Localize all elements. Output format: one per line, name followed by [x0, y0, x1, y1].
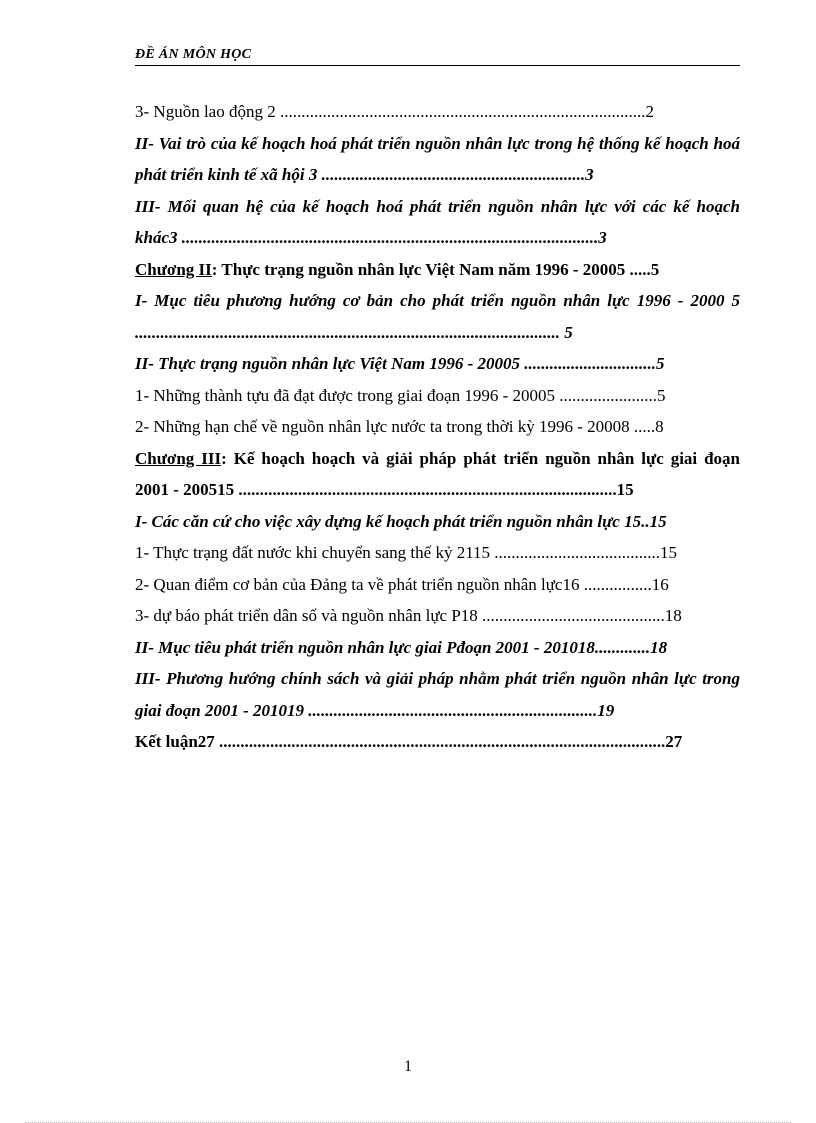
- table-of-contents: [135, 96, 740, 758]
- chapter-title: : Kế hoạch hoạch và giải pháp phát triển nguồn nhân lực giai đoạn 2001 - 200515 .........................................................................................15: [135, 448, 740, 499]
- toc-entry: II- Mục tiêu phát triển nguồn nhân lực giai Pđoạn 2001 - 201018.............18: [135, 637, 668, 657]
- toc-entry: 3- Nguồn lao động 2 ......................................................................................2: [135, 102, 654, 121]
- toc-entry: 3- dự báo phát triển dân số và nguồn nhân lực P18 ...........................................18: [135, 606, 682, 625]
- chapter-title: : Thực trạng nguồn nhân lực Việt Nam năm 1996 - 20005 .....5: [211, 259, 660, 279]
- toc-entry: 2- Những hạn chế về nguồn nhân lực nước ta trong thời kỳ 1996 - 20008 .....8: [135, 417, 664, 436]
- toc-entry: 1- Thực trạng đất nước khi chuyển sang thế kỷ 2115 .......................................15: [135, 543, 678, 562]
- page-number: 1: [404, 1058, 412, 1075]
- toc-entry: III- Phương hướng chính sách và giải pháp nhằm phát triển nguồn nhân lực trong giai đoạn 2001 - 201019 ....................................................................19: [135, 669, 740, 720]
- toc-entry: 1- Những thành tựu đã đạt được trong giai đoạn 1996 - 20005 .......................5: [135, 385, 666, 405]
- page-header: ĐỀ ÁN MÔN HỌC: [135, 47, 740, 66]
- toc-entry: 2- Quan điểm cơ bản của Đảng ta về phát triển nguồn nhân lực16 ................16: [135, 574, 669, 594]
- toc-entry: Kết luận27 .........................................................................................................27: [135, 732, 683, 751]
- toc-chapter-entry: [135, 443, 740, 506]
- toc-entry: I- Các căn cứ cho việc xây dựng kế hoạch phát triển nguồn nhân lực 15..15: [135, 511, 667, 531]
- toc-entry: I- Mục tiêu phương hướng cơ bản cho phát triển nguồn nhân lực 1996 - 2000 5 .................................................................................................... 5: [135, 291, 740, 342]
- toc-entry: II- Vai trò của kế hoạch hoá phát triển nguồn nhân lực trong hệ thống kế hoạch hoá phát triển kinh tế xã hội 3 ..............................................................3: [135, 133, 740, 184]
- toc-entry: III- Mối quan hệ của kế hoạch hoá phát triển nguồn nhân lực với các kế hoạch khác3 ..................................................................................................3: [135, 196, 740, 247]
- toc-entry: II- Thực trạng nguồn nhân lực Việt Nam 1996 - 20005 ...............................5: [135, 354, 665, 373]
- toc-chapter-entry: [135, 254, 740, 286]
- chapter-label: Chương II: [135, 259, 212, 279]
- chapter-label: Chương III: [135, 448, 222, 468]
